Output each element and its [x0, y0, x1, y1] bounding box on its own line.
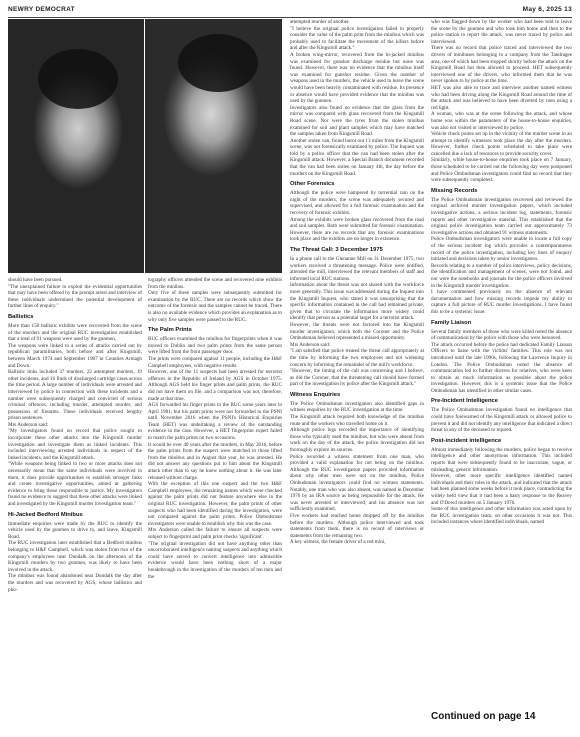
paragraph: A woman, who was at the scene following the attack, and whose home was within the parameters of the house-to-house enquiries, was also not visited or interviewed by police.: [431, 111, 572, 131]
paragraph: The Police Ombudsman investigation also identified gaps in witness enquiries by the RUC investigation at the time.: [290, 400, 424, 414]
paragraph: Ballistic links included 37 murders, 22 attempted murders, 19 other incidents, and 16 finds of discharged cartridge cases across the time period. A large number of individuals were arrested and interviewed by police in connection with these incidents and a number were subsequently charged and convicted of serious criminal offences, including murder, attempted murder, and possession of firearms. These individuals received lengthy prison sentences.: [8, 369, 142, 422]
paragraph: should have been pursued.: [8, 277, 63, 283]
paragraph: Police Ombudsman investigators were unable to locate a full copy of the serious incident log which provides a contemporaneous record of the police investigation, including key lines of enquiry initiated and decisions taken by senior investigators.: [431, 236, 572, 263]
section-heading-other-forensics: Other Forensics: [290, 181, 335, 188]
issue-date: May 6, 2025 13: [522, 6, 572, 13]
paragraph: A broken wing-mirror, recovered from the hi-jacked minibus was examined for gunshot discharge residue but none was found. However, there was no evidence that the minibus itself was examined for gunshot residue. Given the number of weapons used in the murders, the vehicle used to leave the scene would have been heavily contaminated with residue. Its presence or absence would have provided evidence that the minibus was used by the gunmen.: [290, 51, 424, 105]
page-header: [8, 3, 572, 18]
paragraph: "I am satisfied that police treated the threat call appropriately at the time by informing the two employees and not widening concern by informing the remainder of the mill's workforce.: [290, 348, 424, 368]
paragraph: A key witness, the female driver of a red mini,: [290, 539, 386, 546]
paragraph: "The original investigation did not have anything other than uncorroborated intelligence naming suspects and anything which could have served to convert intelligence into admissible evidence would have been nothing short of a major breakthrough in the investigation of the murders of ten men and the: [148, 540, 282, 580]
paragraph: Another stolen van, found burnt out 13 miles from the Kingsmill scene, was not forensically examined by police. The Inquest was told by a police officer that the van had been stolen after the Kingsmill attack. However, a Special Branch document recorded that the van had been stolen on January 4th, the day before the murders on the Kingsmill Road.: [290, 137, 424, 177]
paragraph: "My investigators found no record that police sought to incorporate these other attacks into the Kingsmill murder investigation and investigate them as linked incidents. This included interviewing arrested individuals in respect of the linked incidents, and the Kingsmill attack.: [8, 428, 142, 461]
paragraph: Immediate enquiries were made by the RUC to identify the vehicle used by the gunmen to drive to, and leave, Kingsmill Road.: [8, 520, 142, 540]
paragraph: More than 150 ballistic exhibits were recovered from the scene of the murders and the original RUC investigation established that a total of 91 weapons were used by the gunmen.: [8, 322, 142, 343]
paragraph: Only five of these samples were subsequently submitted for examination by the RUC. There are no records which show the outcome of the forensic and the samples cannot be traced. There is also no available evidence which provides an explanation as to why only five samples were passed to the RUC.: [148, 290, 282, 323]
paragraph: "While weapons being linked to two or more attacks does not necessarily mean that the same individuals were involved in them, it does provide opportunities to establish stronger links and create investigative opportunities, aimed at gathering evidence to bring those responsible to justice. My investigators found no evidence to suggest that these other attacks were linked and investigated by the Kingsmill murder investigation team.": [8, 461, 142, 507]
paragraph: Similarly, while house-to-house enquiries took place on 7 January, those scheduled to be carried out the following day were postponed and Police Ombudsman investigators could find no record that they were subsequently completed.: [431, 157, 572, 184]
paragraph: Investigators also found no evidence that the glass from the mirror was compared with glass recovered from the Kingsmill Road scene. Nor were the tyres from the stolen minibus examined for soil and plant samples which may have matched the samples taken from Kingsmill Road.: [290, 104, 424, 138]
paragraph: The prints were compared against 11 people, including the H&F Campbell employees, with negative results.: [148, 355, 282, 369]
column-4: [431, 19, 572, 732]
column-2: [148, 277, 282, 732]
paragraph: However, one of the 11 suspects had been arrested for terrorist offences in the Republic of Ireland by AGS in October 1975. Although AGS held his finger prints and palm prints, the RUC did not have them on file, and a comparison was not, therefore, made at that time.: [148, 369, 282, 402]
paragraph: It would be over 40 years after the murders, in May 2016, before the palm prints from the suspect were matched to those lifted from the minibus and in August that year, he was arrested. He did not answer any questions put to him about the Kingsmill attack other than to say he knew nothing about it. He was later released without charge.: [148, 441, 282, 481]
section-heading-palm-prints: The Palm Prints: [148, 327, 192, 334]
victims-photo: [8, 19, 282, 273]
paragraph: HET was also able to trace and interview another named witness who had been driving along the Kingsmill Road around the time of the attack and was believed to have been diverted by men using a red light.: [431, 84, 572, 111]
paragraph: AGS forwarded his finger prints to the RUC some years later in April 1981, but his palm prints were not forwarded to the PSNI until November 2016 when the PSNI's Historical Enquiries Team (HET) was undertaking a review of the outstanding evidence in the case. However, a HET fingerprint expert failed to match the palm prints on two occasions.: [148, 402, 282, 442]
paragraph: tography officers attended the scene and recovered nine exhibits from the minibus.: [148, 277, 282, 290]
portrait-right-hair: [178, 34, 258, 92]
paragraph: However, the threats were not factored into the Kingsmill murder investigation, which both the Coroner and the Police Ombudsman believed represented a missed opportunity.: [290, 321, 424, 342]
paragraph: "I believe the original police investigation failed to properly consider the value of the palm print from the minibus which was probably used to facilitate the movement of the killers before and after the Kingsmill attack.": [290, 25, 424, 52]
paragraph: RUC officers examined the minibus for fingerprints when it was moved to Dublin and two palm prints from the same person were lifted from the front passenger door.: [148, 336, 282, 356]
paragraph: Mrs Anderson called the failure to ensure all suspects were subject to fingerprint and palm print checks 'significant'.: [148, 527, 282, 540]
section-heading-missing-records: Missing Records: [431, 187, 478, 194]
paragraph: Although police logs recorded the importance of identifying those who typically used the minibus, but who were absent from work on the day of the attack, the police investigation did not thoroughly explore its sources.: [290, 427, 424, 454]
section-heading-ballistics: Ballistics: [8, 313, 34, 320]
paragraph: attempted murder of another.: [290, 19, 350, 25]
section-heading-post-incident: Post-incident intelligence: [431, 437, 502, 444]
paragraph: Information about the threat was not shared with the workforce more generally. This issue was addressed during the Inquest into the Kingsmill Inquest, who stated it was unsurprising that the specific information contained in the call had remained private, given that to circulate the information more widely could identify that person as a potential target for a terrorist attack.: [290, 282, 424, 322]
paragraph: who was flagged down by the worker who had been told to leave the scene by the gunmen and who took him home and then to the police station to report the attack, was never traced by police and interviewed.: [431, 19, 572, 45]
paragraph: Police recorded a witness statement from one man, who provided a valid explanation for not being on the minibus. Although the RUC investigation papers provided information about why other men were not on the minibus, Police Ombudsman investigators could find no witness statements. Notably, one man who was also absent, was named in December 1976 by an IRA source as being responsible for the attack. He was never arrested or interviewed, and his absence was not sufficiently examined.: [290, 453, 424, 513]
paragraph: The Police Ombudsman investigation found no intelligence that could have forewarned of the Kingsmill attack or allowed police to prevent it and did not identify any intelligence that indicated a direct threat to any of the deceased or injured.: [431, 407, 572, 434]
paragraph: The minibus was found abandoned near Dundalk the day after the murders and was recovered by AGS, whose ballistics and pho-: [8, 573, 142, 593]
paragraph: "However, the timing of the call was concerning and I believe, as did the Coroner, that the threatening call should have formed part of the investigation by police after the Kingsmill attack.": [290, 368, 424, 388]
paragraph: However, other more specific intelligence identified named individuals and their roles in the attack, and indicated that the attack had been planned some weeks before it took place, contradicting the widely held view that it had been a hasty response to the Reavey and O'Dowd murders on 5 January 1976.: [431, 473, 572, 506]
paragraph: Records relating to a number of police interviews, policy decisions, the identification and management of scenes, were not found, and nor were the notebooks and journals for the police officers involved in the Kingsmill murder investigation.: [431, 262, 572, 289]
paragraph: The Kingsmill attack required both knowledge of the minibus route and the workers who travelled home on it.: [290, 414, 424, 427]
paragraph: With the exception of this one suspect and the two H&F Campbell employees, the remaining names which were checked against the palm prints did not feature anywhere else in the original RUC investigation. However, the palm prints of other suspects who had been identified during the investigation, were not compared against the palm prints. Police Ombudsman investigators were unable to establish why this was the case.: [148, 481, 282, 527]
paragraph: The weapons were linked to a series of attacks carried out by republican paramilitaries, both before and after Kingsmill, between March 1974 and September 1987 in Counties Armagh and Down.: [8, 342, 142, 369]
paragraph: In a phone call to the Glenanne Mill on 31 December 1975, two workers received a threatening message. Police were notified, attended the mill, interviewed the relevant members of staff and informed local RUC stations.: [290, 256, 424, 282]
continued-notice: Continued on page 14: [431, 711, 536, 722]
paragraph: Some of this intelligence and other information was acted upon by the RUC investigation team, on other occasions it was not. This included instances where identified individuals, named: [431, 506, 572, 526]
paragraph: Five workers had reached home dropped off by the minibus before the murders. Although police interviewed and took statements from them, there is no record of interviews or statements from the remaining two.: [290, 512, 424, 539]
section-heading-pre-incident: Pre-Incident Intelligence: [431, 398, 499, 405]
paragraph: Almost immediately following the murders, police began to receive intelligence and other anonymous information. This included reports that were subsequently found to be inaccurate, vague, or misleading, generic information.: [431, 446, 572, 473]
paragraph: "The unexplained failure to exploit the evidential opportunities that may have been offered by the prompt arrest and interview of these individuals undermined the potential development of further lines of enquiry.": [8, 283, 142, 310]
section-heading-witness-enquiries: Witness Enquiries: [290, 391, 341, 398]
paragraph: Mrs Anderson said:: [290, 341, 331, 348]
column-3: [290, 19, 424, 732]
paragraph: The Police Ombudsman investigation recovered and reviewed the original archived murder investigation papers, which included investigative actions, a serious incident log, statements, forensic reports and other investigative material. This established that the original police investigation team carried out approximately 73 investigative actions and obtained 91 witness statements.: [431, 196, 572, 236]
section-heading-family-liaison: Family Liaison: [431, 319, 472, 326]
paragraph: Mrs Anderson said:: [8, 421, 49, 428]
paragraph: The RUC investigation later established that a Bedford minibus belonging to H&F Campbell, which was stolen from two of the company's employees near Dundalk on the afternoon of the Kingsmill murders by two gunmen, was likely to have been involved in the attack.: [8, 540, 142, 573]
paragraph: Several family members of those who were killed noted the absence of communication by the police with those who were bereaved.: [431, 328, 572, 342]
portrait-left-hair: [38, 49, 118, 109]
paragraph: Although the police were hampered by torrential rain on the night of the murders, the scene was adequately secured and supervised, and allowed for a full forensic examination and the recovery of forensic exhibits.: [290, 190, 424, 217]
column-1: [8, 277, 142, 732]
paragraph: I have commented previously on the absence of relevant documentation and how missing records impede my ability to capture a full picture of RUC murder investigations. I have found this to be a systemic issue.: [431, 289, 572, 315]
section-heading-threat-call: The Threat Call: 3 December 1975: [290, 247, 383, 253]
paragraph: The attack occurred before the police had dedicated Family Liaison Officers to liaise with the victims' families. This role was not introduced until the late 1990s, following the Lawrence Inquiry in London. The Police Ombudsman noted the absence of communication led to further distress for relatives, who were keen to obtain as much information as possible about the police investigation. However, this is a systemic issue that the Police Ombudsman has identified in other similar cases.: [431, 341, 572, 394]
section-heading-minibus: Hi-Jacked Bedford Minibus: [8, 511, 83, 518]
paragraph: Vehicle check points set up in the vicinity of the murder scene in an attempt to identify witnesses took place the day after the murders. However, further check points scheduled to take place were cancelled due a lack of resources to provide security cover.: [431, 131, 572, 157]
masthead: NEWRY DEMOCRAT: [8, 6, 75, 13]
paragraph: There was no record that police traced and interviewed the two drivers of minibuses belonging to a company from the Tandragee area, one of which had been stopped shortly before the attack on the Kingsmill Road but then allowed to proceed. HET subsequently interviewed one of the drivers, who informed them that he was never spoken to by police at the time.: [431, 45, 572, 85]
paragraph: Among the exhibits were broken glass recovered from the road and soil samples. Both were submitted for forensic examination. However, there are no records that any forensic examinations took place and the exhibits are no longer in existence.: [290, 216, 424, 243]
